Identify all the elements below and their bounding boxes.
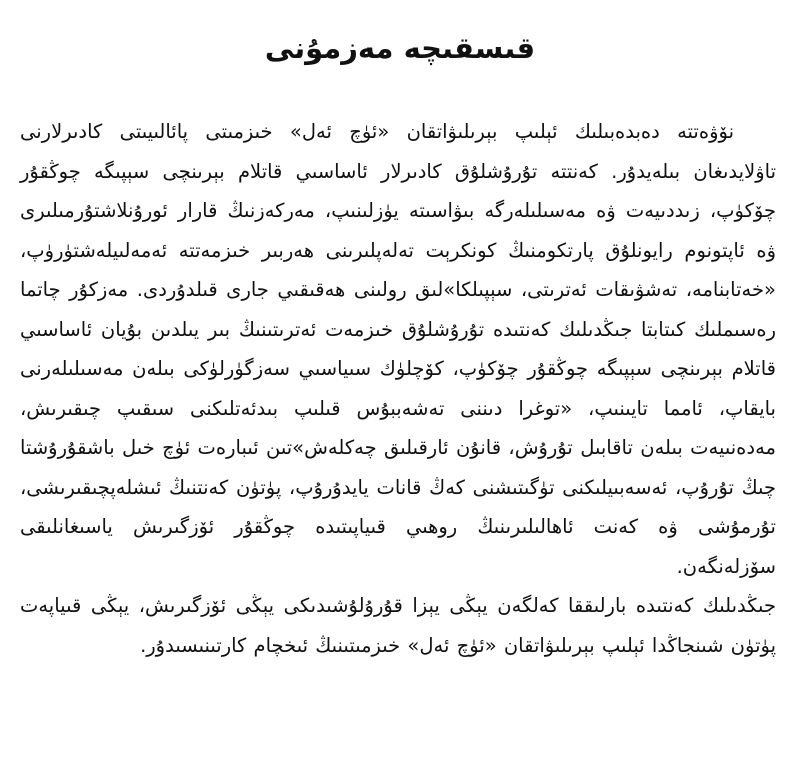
body-paragraph-conclusion: جىڭدىلىك كەنتىدە بارلىققا كەلگەن يېڭى يېزا قۇرۇلۇشىدىكى يېڭى ئۆزگىرىش، يېڭى قىياپەت پۈتۈن شىنجاڭدا ئېلىپ بېرىلىۋاتقان «ئۈچ ئەل» خىزمىتىنىڭ ئىخچام كارتىنىسىدۇر. bbox=[20, 594, 776, 657]
document-body bbox=[20, 112, 776, 665]
document-title: قىسقىچە مەزمۇنى bbox=[264, 31, 536, 65]
body-paragraph-summary: نۆۋەتتە دەبدەبىلىك ئېلىپ بېرىلىۋاتقان «ئۈچ ئەل» خىزمىتى پائالىيىتى كادىرلارنى تاۋلايدىغان بىلەيدۇر. كەنتتە تۇرۇشلۇق كادىرلار ئاساسىي قاتلام بېرىنچى سېپىگە چوڭقۇر چۆكۈپ، زىددىيەت ۋە مەسىلىلەرگە بىۋاسىتە يۈزلىنىپ، مەركەزنىڭ قارار ئورۇنلاشتۇرمىلىرى ۋە ئاپتونوم رايونلۇق پارتكومنىڭ كونكرېت تەلەپلىرىنى ھەربىر خىزمەتتە ئەمەلىيلەشتۈرۈپ، «خەتابنامە، تەشۋىقات ئەترىتى، سېپىلكا»لىق رولىنى ھەقىقىي جارى قىلدۇردى. مەزكۇر چاتما رەسىملىك كىتابتا جىڭدىلىك كەنتىدە تۇرۇشلۇق خىزمەت ئەترىتىنىڭ بىر يىلدىن بۇيان ئاساسىي قاتلام بېرىنچى سېپىگە چوڭقۇر چۆكۈپ، كۆچلۈك سىياسىي سەزگۈرلۈكى بىلەن مەسىلىلەرنى بايقاپ، ئامما تايىنىپ، «توغرا دىننى تەشەببۇس قىلىپ بىدئەتلىكنى سىقىپ چىقىرىش، مەدەنىيەت بىلەن تاقابىل تۇرۇش، قانۇن ئارقىلىق چەكلەش»تىن ئىبارەت ئۈچ خىل باشقۇرۇشتا چىڭ تۇرۇپ، ئەسەبىيلىكنى تۈگىتىشنى كەڭ قانات يايدۇرۇپ، پۈتۈن كەنتنىڭ ئىشلەپچىقىرىشى، تۇرمۇشى ۋە كەنت ئاھالىلىرىنىڭ روھىي قىياپىتىدە چوڭقۇر ئۆزگىرىش ياسىغانلىقى سۆزلەنگەن. bbox=[20, 120, 776, 578]
